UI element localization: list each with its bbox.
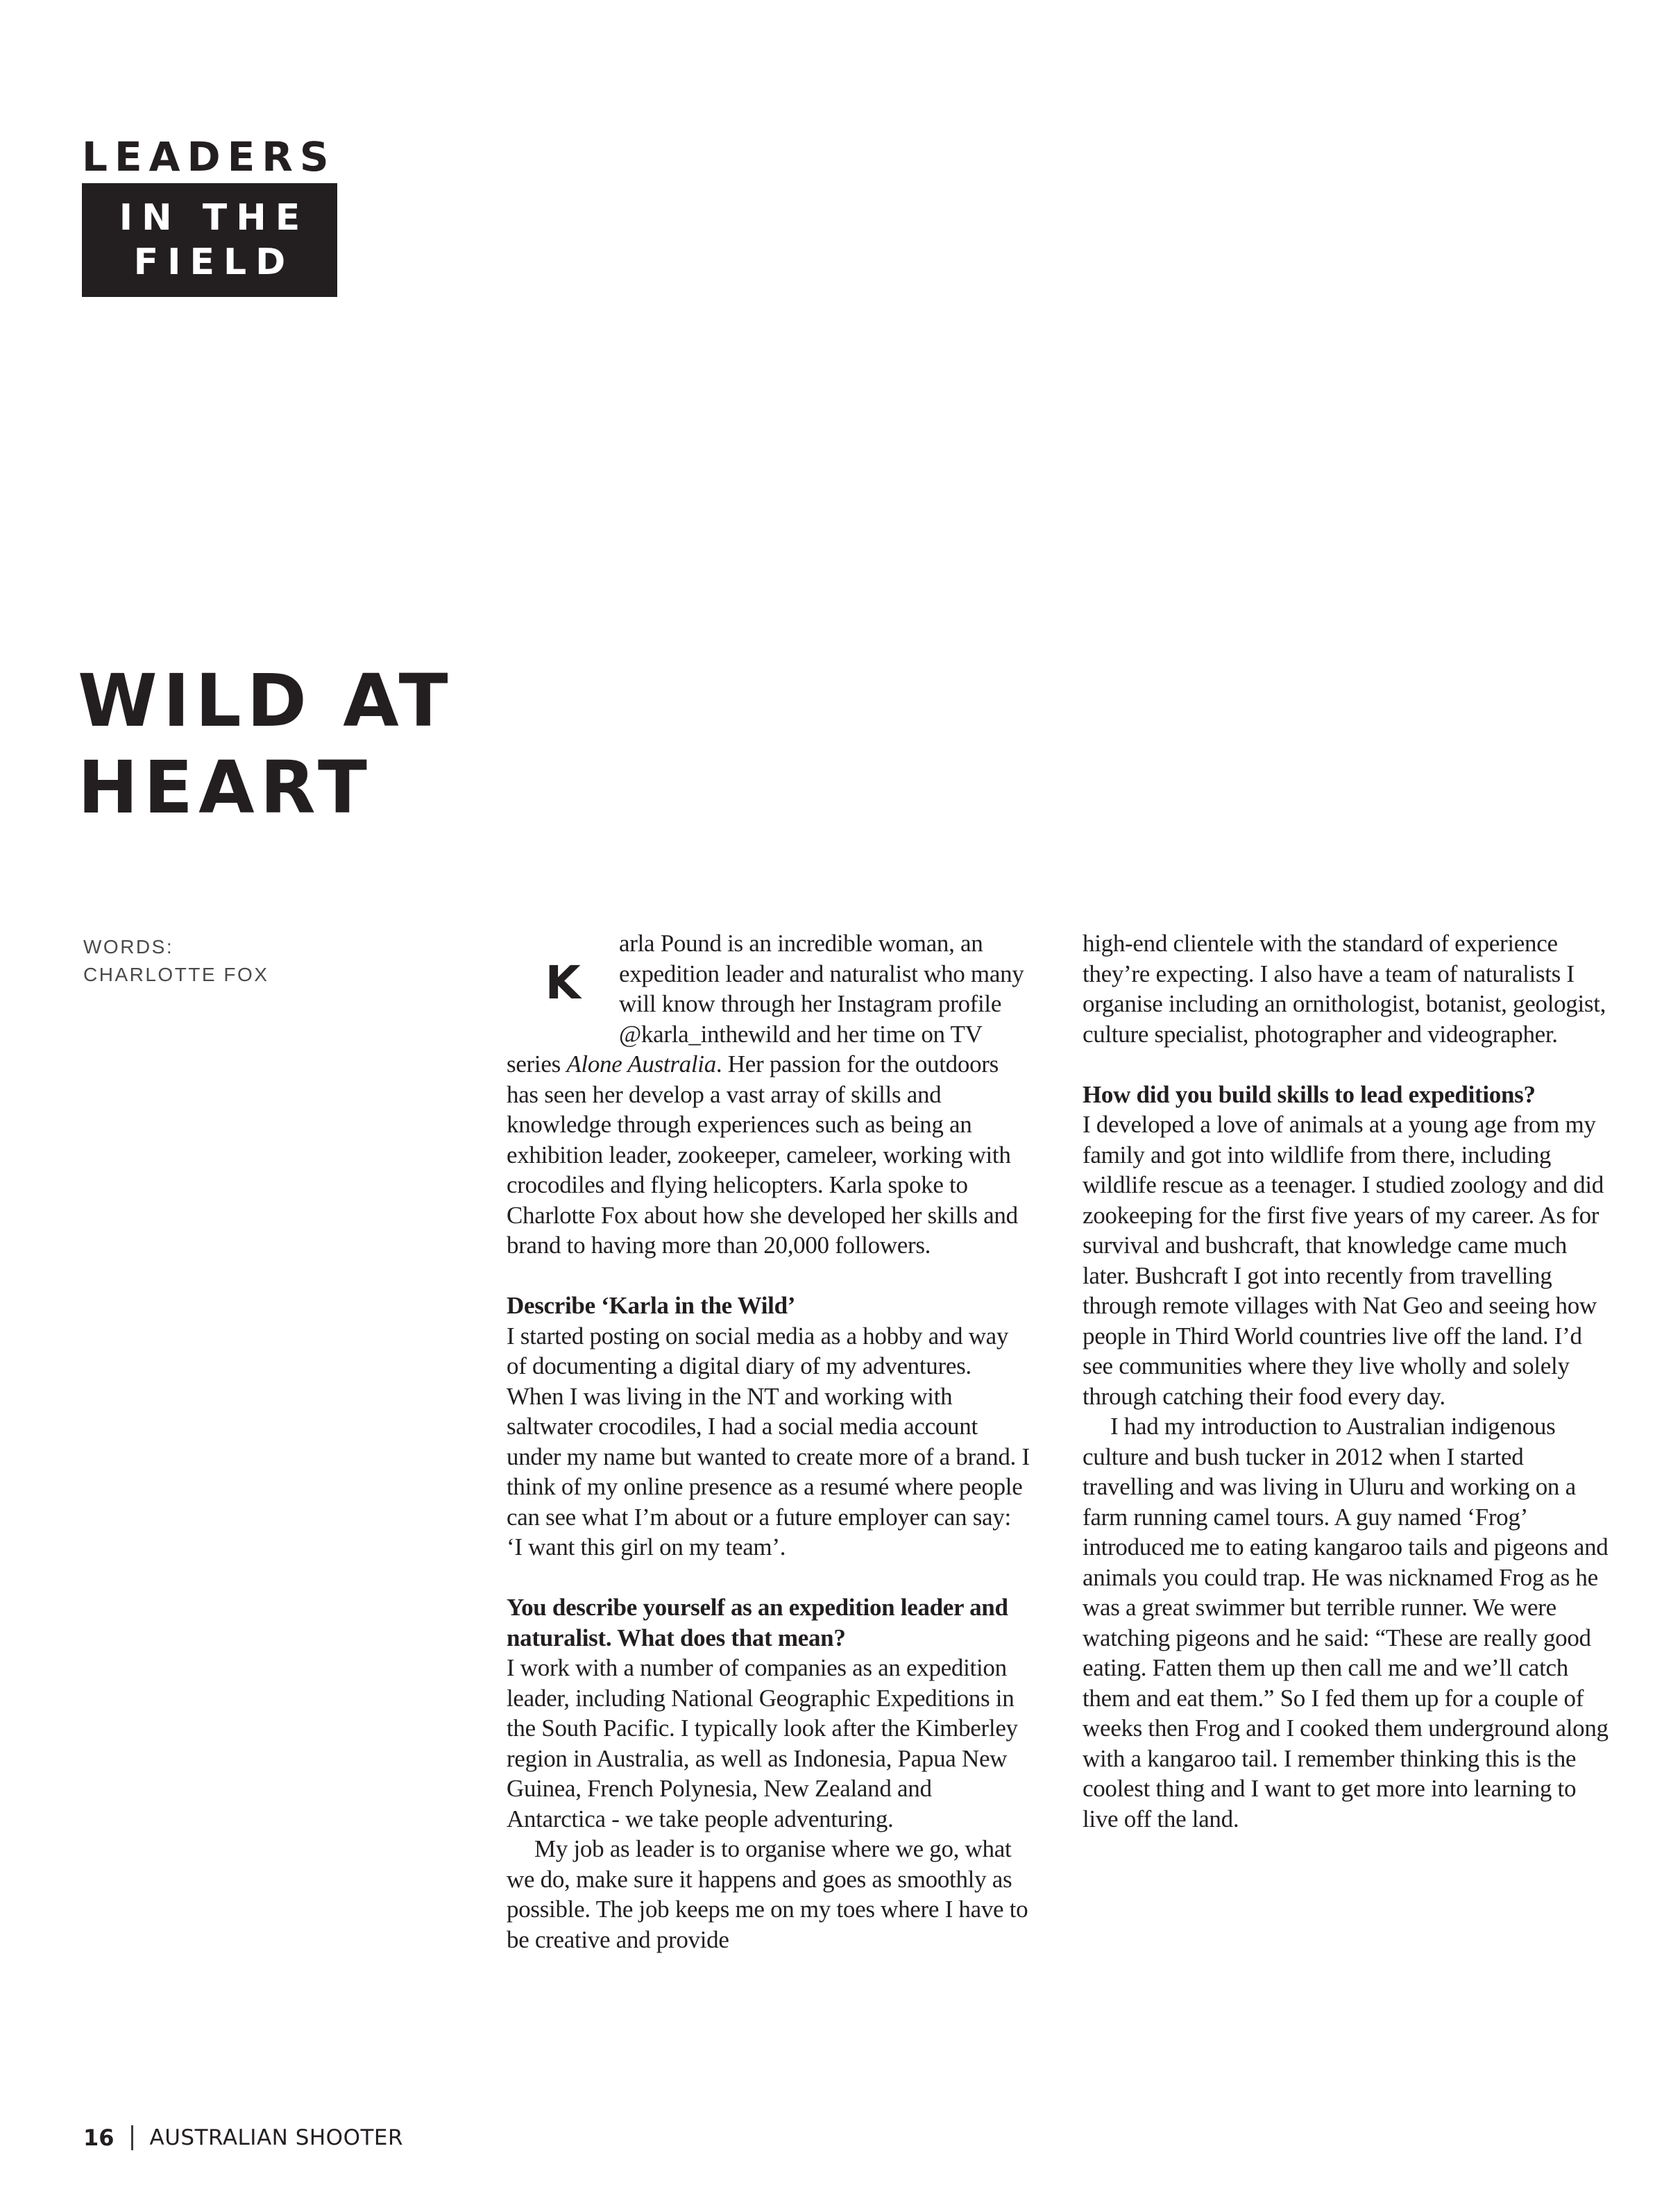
intro-text-end: . Her passion for the outdoors has seen her develop a vast array of skills and knowledge through experiences such as being an exhibition leader, zookeeper, cameleer, working with crocodiles and flying helicopters. Karla spoke to Charlotte Fox about how she developed her skills and brand to having more than 20,000 followers. — [507, 1050, 1018, 1259]
footer — [83, 2125, 403, 2151]
answer-paragraph: I developed a love of animals at a young age from my family and got into wildlife from there, including wildlife rescue as a teenager. I studied zoology and did zookeeping for the first five years of my career. As for survival and bushcraft, that knowledge came much later. Bushcraft I got into recently from travelling through remote villages with Nat Geo and seeing how people in Third World countries live off the land. I’d see communities where they live wholly and solely through catching their food every day. — [1083, 1111, 1604, 1410]
article-column-right — [1083, 928, 1609, 1834]
answer-paragraph: My job as leader is to organise where we go, what we do, make sure it happens and goes as smoothly as possible. The job keeps me on my toes where I have to be creative and provide — [507, 1835, 1028, 1953]
question-heading-build-skills: How did you build skills to lead expeditions? — [1083, 1080, 1536, 1108]
intro-text-start: arla Pound is an incredible woman, an expedition leader and naturalist who many will know through her Instagram profile @karla_inthewild and her time on TV series — [507, 930, 1024, 1078]
article-column-left — [507, 928, 1033, 1955]
page-title — [78, 658, 454, 831]
title-line1: WILD AT — [78, 658, 454, 743]
kicker-label: LEADERS — [82, 133, 336, 180]
answer-paragraph: I started posting on social media as a hobby and way of documenting a digital diary of my adventures. When I was living in the NT and working with saltwater crocodiles, I had a social media account under my name but wanted to create more of a brand. I think of my online presence as a resumé where people can see what I’m about or a future employer can say: ‘I want this girl on my team’. — [507, 1322, 1030, 1560]
intro-paragraph — [507, 928, 1033, 1261]
byline-label: WORDS: — [83, 936, 174, 958]
byline-author: CHARLOTTE FOX — [83, 964, 269, 985]
question-heading-expedition-leader: You describe yourself as an expedition leader and naturalist. What does that mean? — [507, 1594, 1008, 1651]
title-line2: HEART — [78, 745, 373, 830]
question-heading-describe: Describe ‘Karla in the Wild’ — [507, 1292, 796, 1319]
tv-series-title: Alone Australia — [566, 1050, 716, 1078]
drop-cap-letter: K — [545, 956, 581, 1010]
answer-paragraph: I had my introduction to Australian indigenous culture and bush tucker in 2012 when I started travelling and was living in Uluru and working on a farm running camel tours. A guy named ‘Frog’ introduced me to eating kangaroo tails and pigeons and animals you could trap. He was nicknamed Frog as he was a great swimmer but terrible runner. We were watching pigeons and he said: “These are really good eating. Fatten them up then call me and we’ll catch them and eat them.” So I fed them up for a couple of weeks then Frog and I cooked them underground along with a kangaroo tail. I remember thinking this is the coolest thing and I want to get more into learning to live off the land. — [1083, 1413, 1609, 1832]
kicker-box-line1: IN THE — [119, 197, 309, 239]
magazine-name: AUSTRALIAN SHOOTER — [149, 2125, 404, 2150]
kicker-box — [82, 183, 337, 297]
kicker-box-line2: FIELD — [133, 241, 295, 283]
drop-cap — [507, 928, 619, 1049]
answer-paragraph: I work with a number of companies as an expedition leader, including National Geographic Expeditions in the South Pacific. I typically look after the Kimberley region in Australia, as well as Indonesia, Papua New Guinea, French Polynesia, New Zealand and Antarctica - we take people adventuring. — [507, 1654, 1018, 1832]
page-number: 16 — [83, 2125, 114, 2151]
footer-divider — [131, 2125, 133, 2150]
continuation-paragraph: high-end clientele with the standard of experience they’re expecting. I also have a team of naturalists I organise including an ornithologist, botanist, geologist, culture specialist, photographer and videographer. — [1083, 930, 1606, 1048]
byline — [83, 933, 269, 989]
